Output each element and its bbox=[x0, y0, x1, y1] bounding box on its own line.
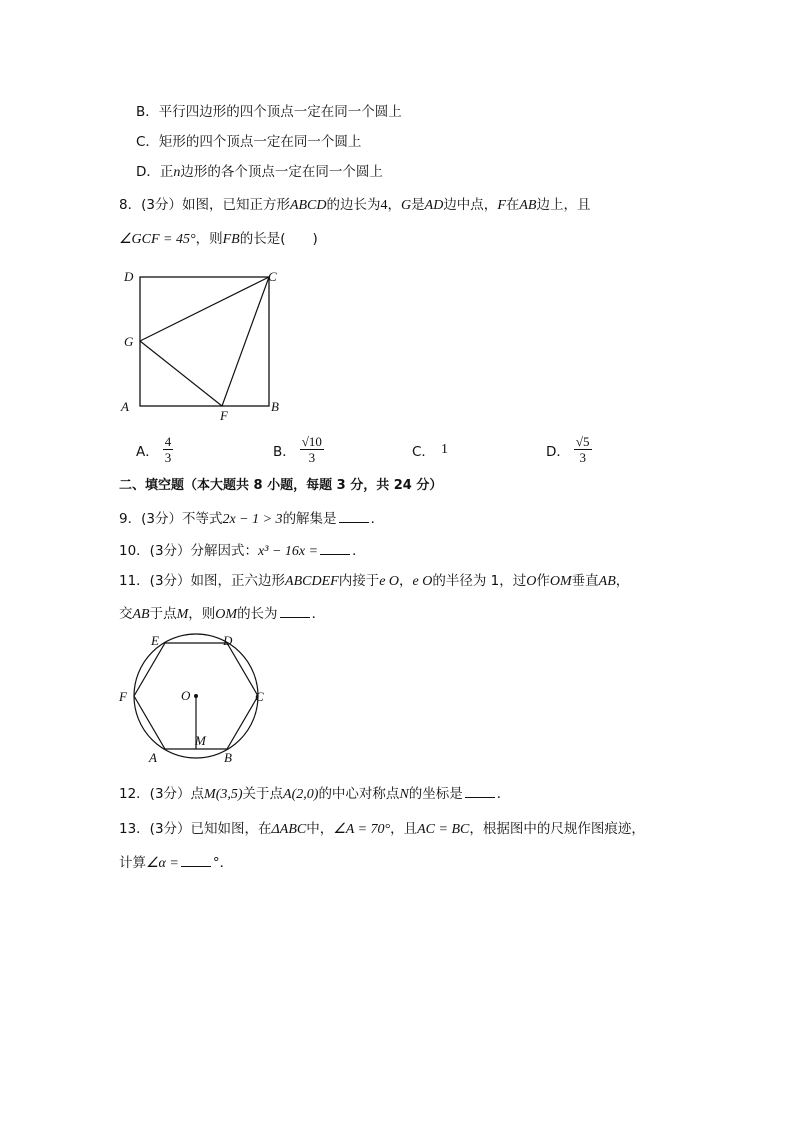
q8-choice-a: A． $\frac{4}{3}$ bbox=[136, 434, 172, 465]
q9: 9．(3分）不等式2x − 1 > 3的解集是 ． bbox=[119, 508, 384, 530]
segment-gf bbox=[140, 341, 222, 406]
label-c: C bbox=[268, 269, 277, 284]
q10: 10．(3分）分解因式：x³ − 16x = ． bbox=[119, 540, 366, 562]
q8-choice-d: D． $\frac{√5}{3}$ bbox=[546, 434, 590, 465]
q8-choice-b: B． $\frac{√10}{3}$ bbox=[273, 434, 322, 465]
answer-blank bbox=[465, 783, 495, 798]
fraction: $\frac{√10}{3}$ bbox=[301, 434, 322, 465]
square-abcd bbox=[140, 277, 269, 406]
label-c: C bbox=[255, 689, 264, 704]
answer-blank bbox=[181, 852, 211, 867]
label-f: F bbox=[220, 408, 228, 423]
answer-blank bbox=[320, 540, 350, 555]
q7-option-b: B．平行四边形的四个顶点一定在同一个圆上 bbox=[136, 104, 402, 120]
q11-hexagon-figure bbox=[115, 632, 275, 767]
label-d: D bbox=[223, 633, 233, 648]
label-g: G bbox=[124, 334, 134, 349]
q7-option-d: D．正n边形的各个顶点一定在同一个圆上 bbox=[136, 164, 383, 180]
q8-choice-c: C． 1 bbox=[412, 442, 448, 460]
label-a: A bbox=[121, 399, 129, 414]
answer-blank bbox=[339, 508, 369, 523]
q8-stem-line1: 8．(3分）如图，已知正方形ABCD的边长为4，G是AD边中点，F在AB边上，且 bbox=[119, 197, 591, 213]
q13-stem-line2: 计算∠α = °． bbox=[119, 852, 233, 874]
center-o-dot bbox=[194, 694, 198, 698]
label-e: E bbox=[151, 633, 159, 648]
label-f: F bbox=[119, 689, 127, 704]
label-m: M bbox=[195, 733, 206, 748]
answer-blank bbox=[280, 603, 310, 618]
q11-stem-line1: 11．(3分）如图，正六边形ABCDEF内接于e O，e O的半径为 1，过O作OM垂直AB， bbox=[119, 573, 630, 589]
label-b: B bbox=[224, 750, 232, 765]
q7-option-c: C．矩形的四个顶点一定在同一个圆上 bbox=[136, 134, 362, 150]
label-o: O bbox=[181, 688, 191, 703]
q12: 12．(3分）点M(3,5)关于点A(2,0)的中心对称点N的坐标是 ． bbox=[119, 783, 510, 805]
q8-square-figure bbox=[115, 262, 295, 427]
fraction: $\frac{√5}{3}$ bbox=[575, 434, 590, 465]
label-b: B bbox=[271, 399, 279, 414]
q13-stem-line1: 13．(3分）已知如图，在ΔABC中，∠A = 70°，且AC = BC，根据图中的尺规作图痕迹， bbox=[119, 821, 645, 837]
q8-stem-line2: ∠GCF = 45°，则FB的长是( ) bbox=[119, 231, 318, 247]
fraction: $\frac{4}{3}$ bbox=[164, 434, 172, 465]
section-2-title: 二、填空题（本大题共 8 小题，每题 3 分，共 24 分） bbox=[119, 478, 443, 493]
label-d: D bbox=[124, 269, 134, 284]
q11-stem-line2: 交AB于点M，则OM的长为 ． bbox=[119, 603, 325, 625]
label-a: A bbox=[149, 750, 157, 765]
